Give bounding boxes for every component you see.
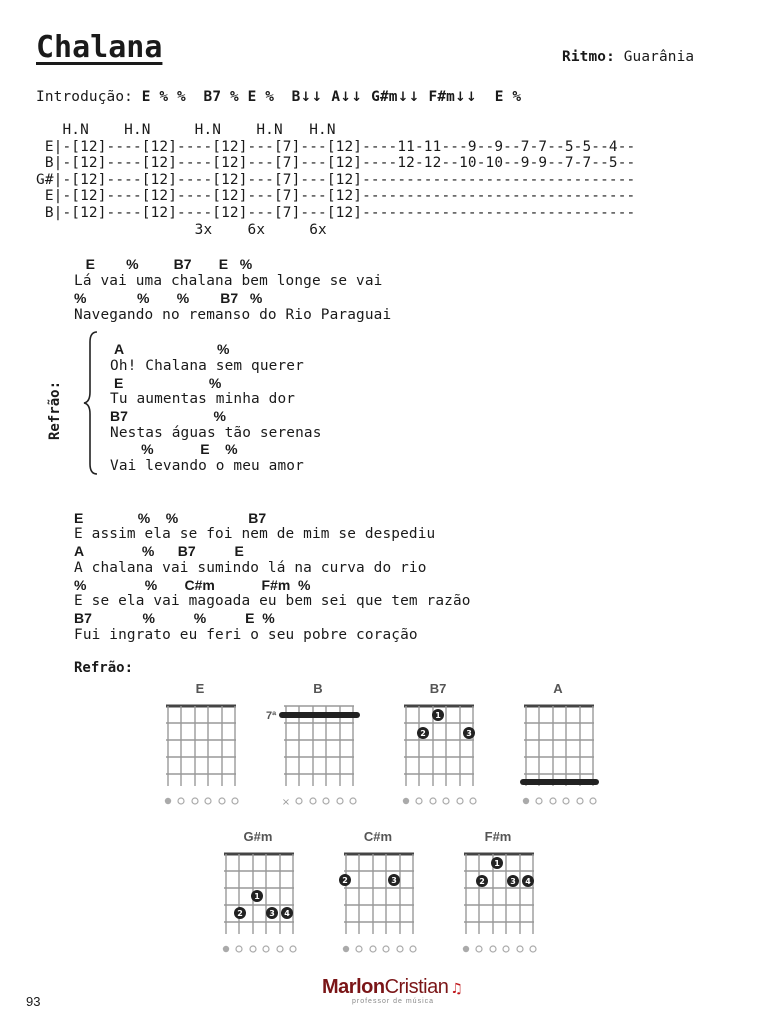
logo-first: Marlon (322, 976, 385, 998)
svg-text:2: 2 (479, 877, 485, 886)
chord-line: B7 % (110, 408, 226, 424)
tab-line: E|-[12]----[12]----[12]---[7]---[12]----11-11---9--9--7-7--5-5--4-- (36, 138, 636, 155)
svg-text:3: 3 (391, 876, 397, 885)
chorus-repeat-label: Refrão: (74, 660, 134, 676)
lyric-line: E se ela vai magoada eu bem sei que tem razão (74, 593, 471, 609)
chord-name: A (553, 681, 563, 696)
svg-text:4: 4 (525, 877, 531, 886)
music-note-icon: ♫ (450, 981, 463, 997)
chord-diagram-a (508, 678, 608, 808)
svg-text:3: 3 (269, 909, 275, 918)
intro-label: Introdução: (36, 89, 133, 105)
song-title: Chalana (36, 30, 163, 65)
intro-part: G#m (371, 89, 398, 105)
logo-tagline: professor de música (352, 998, 435, 1005)
svg-text:2: 2 (237, 909, 243, 918)
chord-line: % % % B7 % (74, 290, 263, 306)
svg-text:×: × (281, 797, 291, 808)
chorus-side-label: Refrão: (47, 380, 63, 440)
svg-text:1: 1 (494, 859, 500, 868)
svg-text:3: 3 (510, 877, 516, 886)
rhythm-value: Guarânia (623, 49, 695, 65)
tab-footer: 3x 6x 6x (36, 221, 327, 238)
tablature (36, 122, 635, 238)
chord-diagram-g-sharp-minor (208, 826, 308, 956)
chord-line: E % % B7 (74, 510, 267, 526)
chord-diagram-b (268, 678, 368, 808)
down-arrow-icon: ↓↓ (397, 90, 420, 105)
brand-logo (322, 976, 463, 1005)
svg-text:4: 4 (284, 909, 290, 918)
rhythm-label: Ritmo: (562, 49, 615, 65)
chord-line: % % C#m F#m % (74, 577, 311, 593)
lyric-line: Tu aumentas minha dor (110, 391, 296, 407)
svg-text:1: 1 (435, 711, 441, 720)
intro-part: E % % (141, 89, 186, 105)
chord-line: E % (114, 375, 222, 391)
page-number: 93 (26, 994, 41, 1009)
chord-diagram-f-sharp-minor (448, 826, 548, 956)
lyric-line: Navegando no remanso do Rio Paraguai (74, 307, 392, 323)
tab-header: H.N H.N H.N H.N H.N (36, 122, 336, 138)
chord-name: B (313, 681, 323, 696)
intro-line (36, 89, 521, 105)
lyric-line: A chalana vai sumindo lá na curva do rio (74, 560, 427, 576)
lyric-line: Nestas águas tão serenas (110, 425, 322, 441)
logo-second: Cristian (384, 976, 449, 998)
lyric-line: E assim ela se foi nem de mim se despediu (74, 526, 436, 542)
lyric-line: Fui ingrato eu feri o seu pobre coração (74, 627, 418, 643)
svg-text:3: 3 (466, 729, 472, 738)
tab-line: G#|-[12]----[12]----[12]---[7]---[12]------------------------------- (36, 171, 636, 188)
chord-line: A % B7 E (74, 543, 244, 559)
lyric-line: Lá vai uma chalana bem longe se vai (74, 273, 383, 289)
chord-line: B7 % % E % (74, 610, 275, 626)
tab-line: B|-[12]----[12]----[12]---[7]---[12]----12-12--10-10--9-9--7-7--5-- (36, 155, 636, 172)
intro-part: E % (494, 89, 522, 105)
down-arrow-icon: ↓↓ (454, 90, 478, 105)
tab-line: E|-[12]----[12]----[12]---[7]---[12]------------------------------- (36, 188, 636, 205)
svg-text:1: 1 (254, 892, 260, 901)
fret-position-label: 7ª (266, 710, 277, 722)
rhythm (562, 49, 694, 65)
chord-diagram-b7 (388, 678, 488, 808)
chord-diagram-e (150, 678, 250, 808)
lyric-line: Oh! Chalana sem querer (110, 358, 304, 374)
chorus-brace (84, 330, 98, 476)
down-arrow-icon: ↓↓ (300, 90, 323, 105)
chord-line: % E % (110, 441, 238, 457)
down-arrow-icon: ↓↓ (340, 90, 363, 105)
intro-part: F#m (428, 89, 455, 105)
chord-diagram-c-sharp-minor (328, 826, 428, 956)
chord-name: F#m (484, 829, 512, 844)
intro-part: B7 % E % (203, 89, 275, 105)
chord-name: E (195, 681, 205, 696)
svg-text:2: 2 (342, 876, 348, 885)
intro-part: B (291, 89, 301, 105)
chord-line: A % (114, 341, 230, 357)
chord-name: C#m (363, 829, 393, 844)
svg-text:2: 2 (420, 729, 426, 738)
intro-part: A (331, 89, 341, 105)
chord-name: B7 (429, 681, 447, 696)
lyric-line: Vai levando o meu amor (110, 458, 304, 474)
chord-line: E % B7 E % (74, 256, 253, 272)
chord-name: G#m (243, 829, 273, 844)
tab-line: B|-[12]----[12]----[12]---[7]---[12]------------------------------- (36, 204, 636, 221)
